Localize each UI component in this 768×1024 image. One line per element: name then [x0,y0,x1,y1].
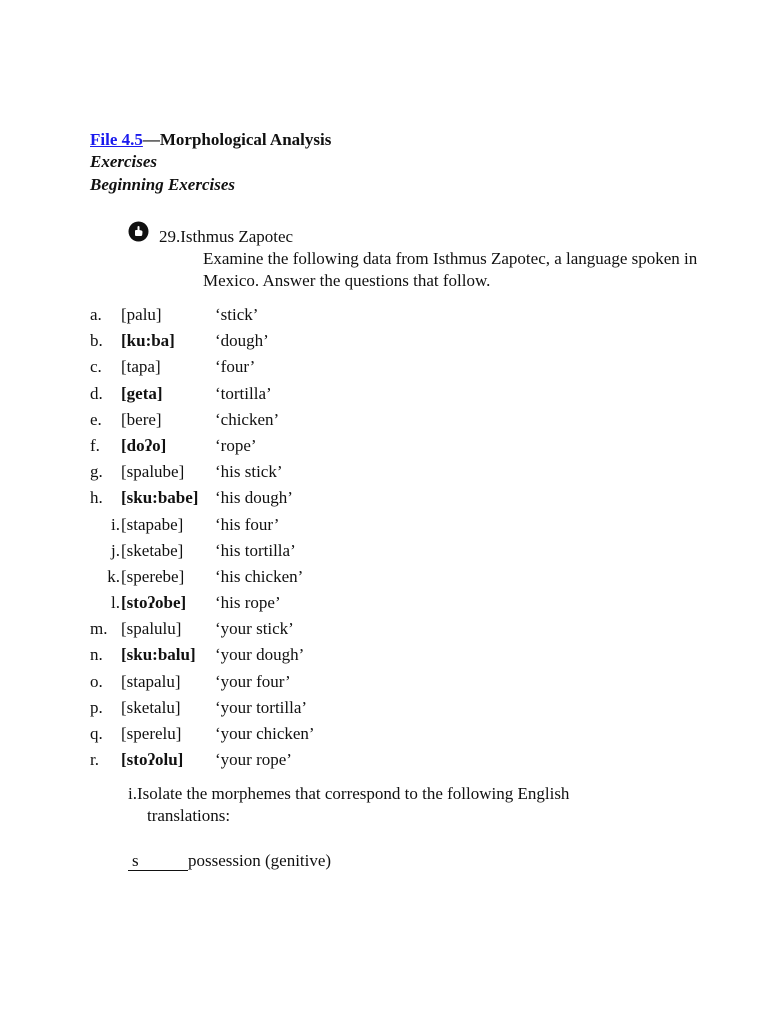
list-item [90,304,490,330]
item-gloss: ‘four’ [215,357,256,377]
item-form: [palu] [121,305,162,324]
item-letter: g. [90,462,103,482]
list-item [90,409,490,435]
list-item [90,566,490,592]
item-letter: d. [90,383,103,403]
list-item [90,618,490,644]
item-gloss: ‘rope’ [215,435,257,455]
item-letter: l. [111,593,120,613]
list-item [90,697,490,723]
item-letter: m. [90,619,108,639]
file-link[interactable]: File 4.5 [90,130,143,149]
list-item [90,330,490,356]
data-list [90,304,490,775]
list-item [90,356,490,382]
answer-row [128,850,331,872]
item-gloss: ‘tortilla’ [215,383,272,403]
list-item [90,723,490,749]
item-gloss: ‘your chicken’ [215,724,315,743]
answer-blank[interactable]: s [128,852,188,871]
question-text [128,783,688,827]
item-letter: b. [90,331,103,351]
item-gloss: ‘his tortilla’ [215,540,296,560]
item-gloss: ‘his dough’ [215,488,293,508]
item-letter: r. [90,750,99,770]
item-gloss: ‘your stick’ [215,619,294,639]
item-form: [doʔo] [121,435,167,455]
list-item [90,487,490,513]
item-form: [sku:babe] [121,488,199,508]
item-letter: h. [90,488,103,508]
item-gloss: ‘your rope’ [215,750,292,770]
item-letter: a. [90,305,102,324]
item-form: [ku:ba] [121,331,175,351]
item-form: [sku:balu] [121,645,196,665]
item-form: [sperelu] [121,724,182,743]
item-letter: p. [90,697,103,717]
item-gloss: ‘stick’ [215,305,259,324]
question-line-1: i.Isolate the morphemes that correspond to the following English [128,784,570,803]
item-form: [bere] [121,409,162,429]
item-gloss: ‘his stick’ [215,462,283,482]
list-item [90,461,490,487]
item-gloss: ‘dough’ [215,331,269,351]
item-form: [stapabe] [121,514,184,534]
item-form: [stoʔobe] [121,593,187,613]
item-form: [geta] [121,383,163,403]
item-gloss: ‘his four’ [215,514,280,534]
item-letter: k. [107,566,120,586]
item-form: [stapalu] [121,671,181,691]
list-item [90,435,490,461]
item-form: [tapa] [121,357,161,377]
question-line-2: translations: [147,806,231,825]
item-letter: e. [90,409,102,429]
item-form: [spalube] [121,462,185,482]
list-item [90,540,490,566]
item-gloss: ‘your four’ [215,671,291,691]
list-item [90,383,490,409]
item-letter: f. [90,435,100,455]
section-heading: Exercises [90,152,158,171]
list-item [90,644,490,670]
list-item [90,514,490,540]
item-form: [sketalu] [121,697,181,717]
item-form: [stoʔolu] [121,750,184,770]
item-form: [sperebe] [121,566,185,586]
item-letter: i. [111,514,120,534]
exercise-prompt: Examine the following data from Isthmus Zapotec, a language spoken in Mexico. Answer the questions that follow. [203,249,698,290]
item-letter: o. [90,671,103,691]
item-gloss: ‘his chicken’ [215,566,304,586]
list-item [90,749,490,775]
list-item [90,592,490,618]
list-item [90,671,490,697]
subsection-heading: Beginning Exercises [90,175,235,194]
item-gloss: ‘chicken’ [215,409,280,429]
item-form: [sketabe] [121,540,184,560]
hand-pointer-icon [128,221,149,242]
item-form: [spalulu] [121,619,182,639]
item-gloss: ‘your tortilla’ [215,697,308,717]
item-letter: n. [90,645,103,665]
item-letter: c. [90,357,102,377]
item-letter: j. [111,540,120,560]
item-gloss: ‘his rope’ [215,593,281,613]
file-title: —Morphological Analysis [142,130,332,149]
answer-label: possession (genitive) [188,851,332,870]
exercise-title: 29.Isthmus Zapotec [159,227,294,246]
item-gloss: ‘your dough’ [215,645,305,665]
item-letter: q. [90,724,103,743]
file-heading [90,129,331,151]
